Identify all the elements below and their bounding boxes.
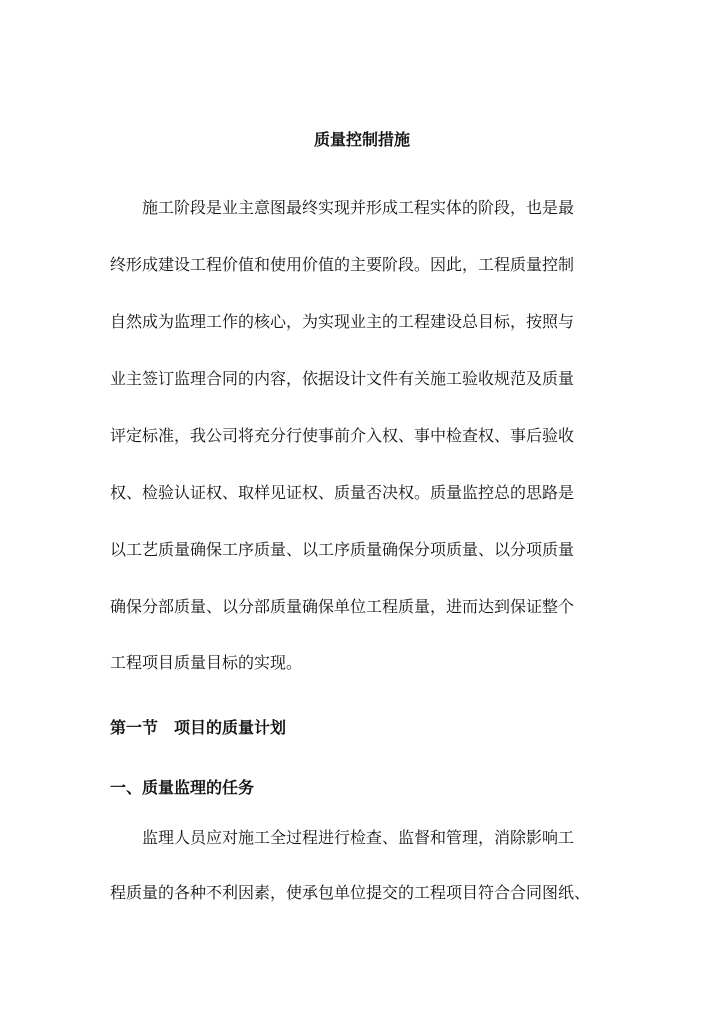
paragraph-1-line-4: 业主签订监理合同的内容，依据设计文件有关施工验收规范及质量 — [110, 369, 575, 388]
paragraph-1-line-2: 终形成建设工程价值和使用价值的主要阶段。因此，工程质量控制 — [110, 255, 575, 274]
paragraph-1-line-6: 权、检验认证权、取样见证权、质量否决权。质量监控总的思路是 — [110, 483, 575, 502]
subsection-heading: 一、质量监理的任务 — [110, 778, 255, 797]
paragraph-1-line-7: 以工艺质量确保工序质量、以工序质量确保分项质量、以分项质量 — [110, 540, 575, 559]
document-title: 质量控制措施 — [313, 130, 410, 149]
paragraph-2-line-1: 监理人员应对施工全过程进行检查、监督和管理，消除影响工 — [142, 828, 575, 847]
paragraph-1-line-1: 施工阶段是业主意图最终实现并形成工程实体的阶段，也是最 — [142, 198, 575, 217]
section-heading: 第一节 项目的质量计划 — [110, 718, 287, 737]
paragraph-1-line-5: 评定标准，我公司将充分行使事前介入权、事中检查权、事后验收 — [110, 426, 575, 445]
paragraph-1-line-9: 工程项目质量目标的实现。 — [110, 653, 303, 672]
paragraph-2-line-2: 程质量的各种不利因素，使承包单位提交的工程项目符合合同图纸、 — [110, 883, 591, 902]
paragraph-1-line-3: 自然成为监理工作的核心，为实现业主的工程建设总目标，按照与 — [110, 312, 575, 331]
paragraph-1-line-8: 确保分部质量、以分部质量确保单位工程质量，进而达到保证整个 — [110, 597, 575, 616]
